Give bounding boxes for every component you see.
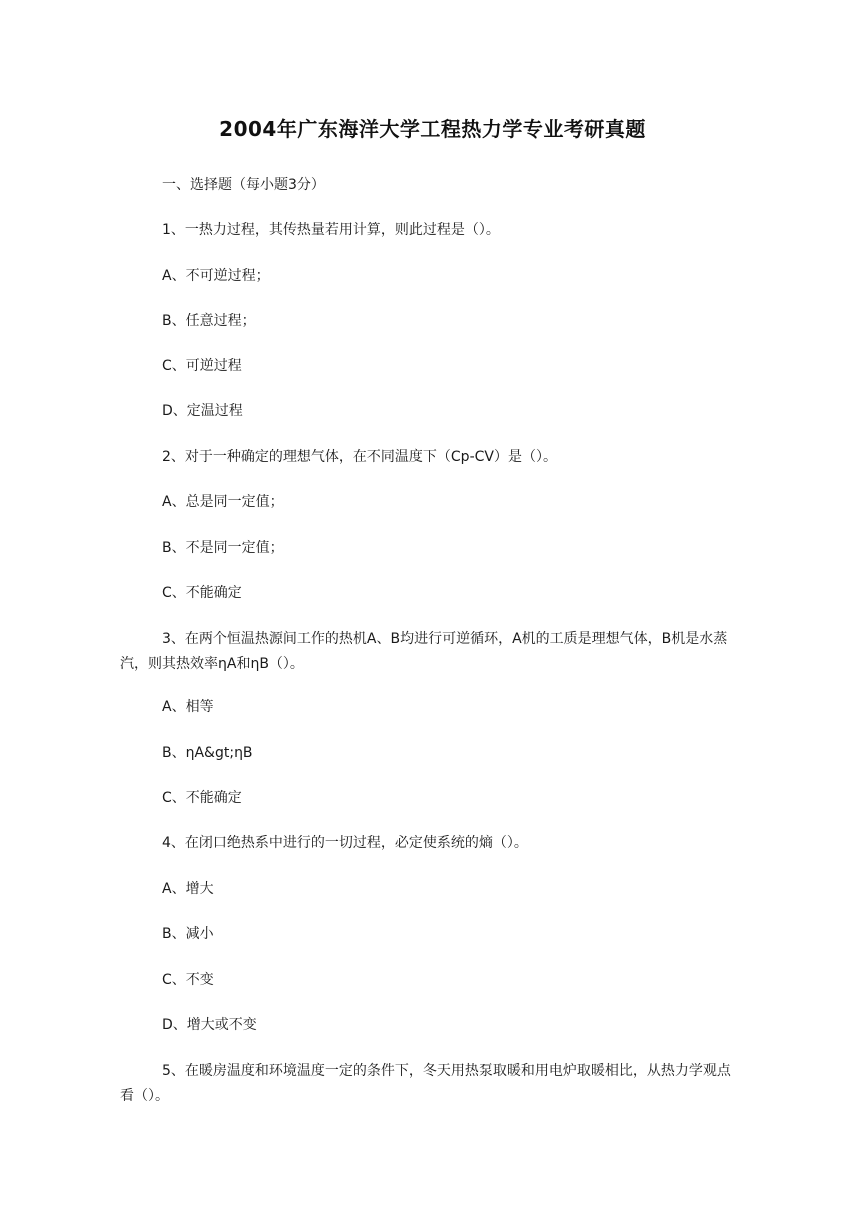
section-heading: 一、选择题（每小题3分）	[162, 177, 325, 193]
question-2-option-c: C、不能确定	[162, 585, 242, 601]
question-4-option-c: C、不变	[162, 972, 214, 988]
question-3-option-b: B、ηA&gt;ηB	[162, 745, 253, 761]
question-3-stem: 3、在两个恒温热源间工作的热机A、B均进行可逆循环，A机的工质是理想气体，B机是水蒸汽，则其热效率ηA和ηB（）。	[120, 631, 728, 672]
question-1-option-c: C、可逆过程	[162, 358, 242, 374]
question-4-stem: 4、在闭口绝热系中进行的一切过程，必定使系统的熵（）。	[162, 835, 528, 851]
question-1-stem: 1、一热力过程，其传热量若用计算，则此过程是（）。	[162, 222, 500, 238]
question-3-option-a: A、相等	[162, 699, 214, 715]
document-title: 2004年广东海洋大学工程热力学专业考研真题	[219, 117, 646, 141]
question-1-option-b: B、任意过程；	[162, 313, 256, 329]
question-2-option-a: A、总是同一定值；	[162, 494, 284, 510]
question-1-option-d: D、定温过程	[162, 403, 243, 419]
question-3-option-c: C、不能确定	[162, 790, 242, 806]
question-4-option-d: D、增大或不变	[162, 1017, 257, 1033]
question-4-option-a: A、增大	[162, 881, 214, 897]
question-2-stem: 2、对于一种确定的理想气体，在不同温度下（Cp-CV）是（）。	[162, 449, 557, 465]
question-5-stem: 5、在暖房温度和环境温度一定的条件下，冬天用热泵取暖和用电炉取暖相比，从热力学观点看（）。	[120, 1063, 731, 1104]
question-4-option-b: B、减小	[162, 926, 214, 942]
question-2-option-b: B、不是同一定值；	[162, 540, 284, 556]
question-1-option-a: A、不可逆过程；	[162, 268, 270, 284]
